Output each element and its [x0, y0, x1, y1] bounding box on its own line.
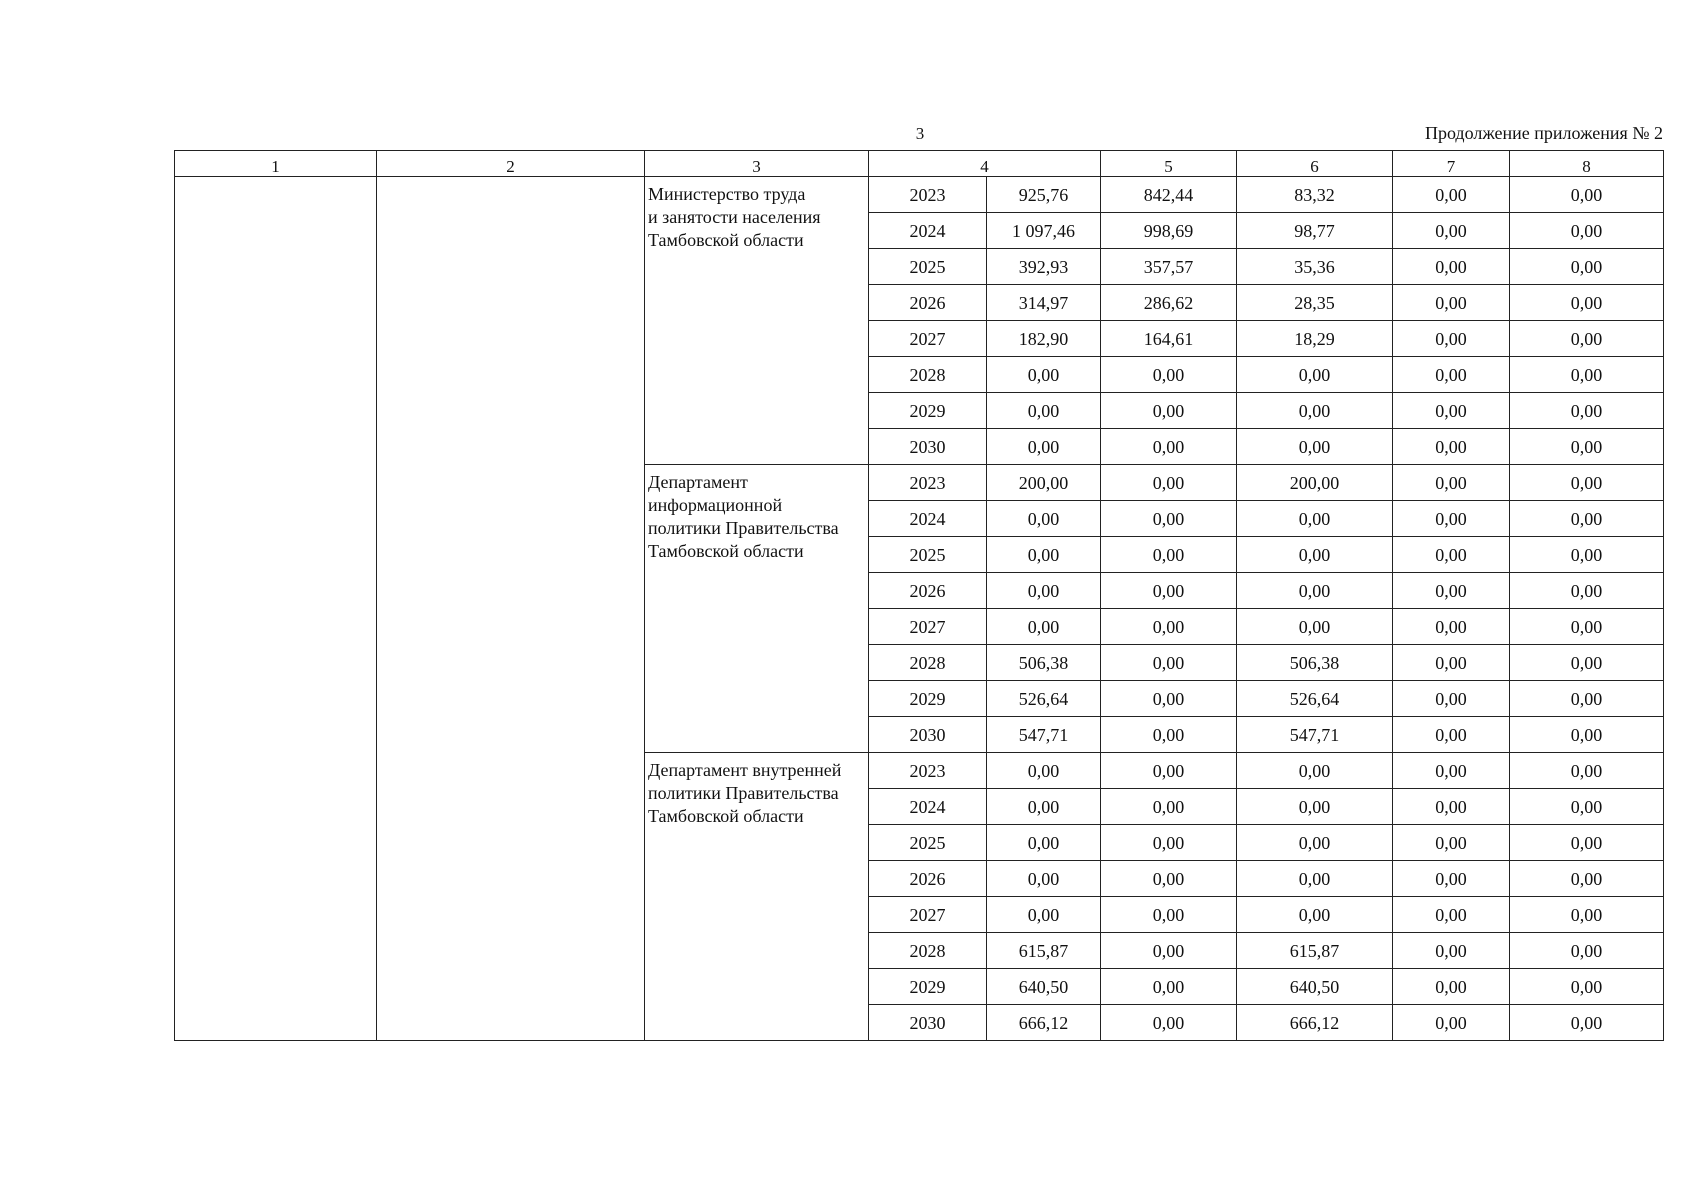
column-2-cell [377, 177, 645, 1041]
value-cell-c4: 0,00 [987, 789, 1101, 825]
year-cell: 2025 [869, 249, 987, 285]
year-cell: 2028 [869, 933, 987, 969]
value-cell-c7: 0,00 [1393, 933, 1510, 969]
value-cell-c4: 0,00 [987, 501, 1101, 537]
value-cell-c4: 640,50 [987, 969, 1101, 1005]
value-cell-c6: 0,00 [1237, 789, 1393, 825]
year-cell: 2024 [869, 501, 987, 537]
value-cell-c5: 0,00 [1101, 681, 1237, 717]
organization-name: Департамент информационной политики Правительства Тамбовской области [645, 465, 869, 753]
value-cell-c7: 0,00 [1393, 753, 1510, 789]
value-cell-c5: 0,00 [1101, 933, 1237, 969]
value-cell-c8: 0,00 [1510, 897, 1664, 933]
value-cell-c5: 0,00 [1101, 897, 1237, 933]
year-cell: 2030 [869, 717, 987, 753]
year-cell: 2029 [869, 681, 987, 717]
value-cell-c4: 314,97 [987, 285, 1101, 321]
table-row [175, 177, 1664, 213]
value-cell-c4: 200,00 [987, 465, 1101, 501]
value-cell-c6: 526,64 [1237, 681, 1393, 717]
value-cell-c5: 0,00 [1101, 717, 1237, 753]
value-cell-c6: 0,00 [1237, 573, 1393, 609]
table-body [175, 151, 1664, 1041]
value-cell-c8: 0,00 [1510, 825, 1664, 861]
column-header-4: 4 [869, 151, 1101, 177]
value-cell-c6: 640,50 [1237, 969, 1393, 1005]
year-cell: 2024 [869, 789, 987, 825]
value-cell-c8: 0,00 [1510, 969, 1664, 1005]
value-cell-c6: 35,36 [1237, 249, 1393, 285]
value-cell-c4: 615,87 [987, 933, 1101, 969]
value-cell-c4: 0,00 [987, 573, 1101, 609]
value-cell-c8: 0,00 [1510, 213, 1664, 249]
value-cell-c6: 98,77 [1237, 213, 1393, 249]
value-cell-c8: 0,00 [1510, 1005, 1664, 1041]
value-cell-c7: 0,00 [1393, 825, 1510, 861]
value-cell-c7: 0,00 [1393, 969, 1510, 1005]
value-cell-c6: 547,71 [1237, 717, 1393, 753]
value-cell-c7: 0,00 [1393, 465, 1510, 501]
value-cell-c6: 0,00 [1237, 501, 1393, 537]
value-cell-c6: 615,87 [1237, 933, 1393, 969]
value-cell-c8: 0,00 [1510, 717, 1664, 753]
value-cell-c6: 18,29 [1237, 321, 1393, 357]
year-cell: 2030 [869, 1005, 987, 1041]
year-cell: 2026 [869, 573, 987, 609]
value-cell-c4: 0,00 [987, 393, 1101, 429]
value-cell-c8: 0,00 [1510, 321, 1664, 357]
value-cell-c8: 0,00 [1510, 681, 1664, 717]
value-cell-c8: 0,00 [1510, 609, 1664, 645]
value-cell-c4: 506,38 [987, 645, 1101, 681]
column-header-row [175, 151, 1664, 177]
value-cell-c7: 0,00 [1393, 681, 1510, 717]
year-cell: 2027 [869, 321, 987, 357]
value-cell-c8: 0,00 [1510, 861, 1664, 897]
value-cell-c7: 0,00 [1393, 537, 1510, 573]
value-cell-c7: 0,00 [1393, 213, 1510, 249]
value-cell-c6: 0,00 [1237, 429, 1393, 465]
value-cell-c8: 0,00 [1510, 429, 1664, 465]
value-cell-c6: 0,00 [1237, 537, 1393, 573]
value-cell-c8: 0,00 [1510, 357, 1664, 393]
value-cell-c7: 0,00 [1393, 789, 1510, 825]
value-cell-c7: 0,00 [1393, 1005, 1510, 1041]
value-cell-c5: 842,44 [1101, 177, 1237, 213]
value-cell-c4: 0,00 [987, 753, 1101, 789]
value-cell-c7: 0,00 [1393, 645, 1510, 681]
value-cell-c5: 0,00 [1101, 789, 1237, 825]
organization-name: Министерство труда и занятости населения Тамбовской области [645, 177, 869, 465]
value-cell-c5: 0,00 [1101, 825, 1237, 861]
value-cell-c4: 0,00 [987, 429, 1101, 465]
value-cell-c5: 0,00 [1101, 645, 1237, 681]
column-header-5: 5 [1101, 151, 1237, 177]
value-cell-c7: 0,00 [1393, 429, 1510, 465]
year-cell: 2027 [869, 609, 987, 645]
column-header-8: 8 [1510, 151, 1664, 177]
year-cell: 2023 [869, 177, 987, 213]
value-cell-c7: 0,00 [1393, 717, 1510, 753]
value-cell-c7: 0,00 [1393, 393, 1510, 429]
value-cell-c8: 0,00 [1510, 285, 1664, 321]
value-cell-c8: 0,00 [1510, 645, 1664, 681]
value-cell-c4: 666,12 [987, 1005, 1101, 1041]
value-cell-c7: 0,00 [1393, 897, 1510, 933]
value-cell-c5: 0,00 [1101, 861, 1237, 897]
value-cell-c5: 0,00 [1101, 537, 1237, 573]
financing-table [174, 150, 1664, 1041]
value-cell-c8: 0,00 [1510, 501, 1664, 537]
year-cell: 2030 [869, 429, 987, 465]
value-cell-c7: 0,00 [1393, 357, 1510, 393]
value-cell-c4: 1 097,46 [987, 213, 1101, 249]
value-cell-c7: 0,00 [1393, 501, 1510, 537]
value-cell-c5: 0,00 [1101, 501, 1237, 537]
value-cell-c6: 0,00 [1237, 609, 1393, 645]
value-cell-c5: 0,00 [1101, 1005, 1237, 1041]
value-cell-c4: 526,64 [987, 681, 1101, 717]
value-cell-c8: 0,00 [1510, 753, 1664, 789]
value-cell-c6: 200,00 [1237, 465, 1393, 501]
year-cell: 2023 [869, 465, 987, 501]
value-cell-c8: 0,00 [1510, 249, 1664, 285]
value-cell-c4: 925,76 [987, 177, 1101, 213]
value-cell-c7: 0,00 [1393, 177, 1510, 213]
value-cell-c7: 0,00 [1393, 285, 1510, 321]
year-cell: 2025 [869, 537, 987, 573]
value-cell-c5: 0,00 [1101, 465, 1237, 501]
column-1-cell [175, 177, 377, 1041]
year-cell: 2024 [869, 213, 987, 249]
year-cell: 2023 [869, 753, 987, 789]
value-cell-c5: 0,00 [1101, 573, 1237, 609]
value-cell-c4: 547,71 [987, 717, 1101, 753]
value-cell-c6: 28,35 [1237, 285, 1393, 321]
year-cell: 2029 [869, 393, 987, 429]
value-cell-c6: 83,32 [1237, 177, 1393, 213]
year-cell: 2026 [869, 285, 987, 321]
year-cell: 2029 [869, 969, 987, 1005]
column-header-3: 3 [645, 151, 869, 177]
year-cell: 2026 [869, 861, 987, 897]
value-cell-c6: 0,00 [1237, 393, 1393, 429]
value-cell-c8: 0,00 [1510, 573, 1664, 609]
value-cell-c6: 0,00 [1237, 753, 1393, 789]
value-cell-c5: 286,62 [1101, 285, 1237, 321]
value-cell-c4: 0,00 [987, 357, 1101, 393]
value-cell-c7: 0,00 [1393, 321, 1510, 357]
column-header-1: 1 [175, 151, 377, 177]
value-cell-c6: 506,38 [1237, 645, 1393, 681]
value-cell-c5: 0,00 [1101, 393, 1237, 429]
value-cell-c5: 0,00 [1101, 609, 1237, 645]
page-number: 3 [915, 124, 925, 143]
value-cell-c6: 0,00 [1237, 825, 1393, 861]
continuation-label: Продолжение приложения № 2 [1424, 123, 1663, 143]
value-cell-c4: 0,00 [987, 609, 1101, 645]
value-cell-c6: 666,12 [1237, 1005, 1393, 1041]
value-cell-c4: 392,93 [987, 249, 1101, 285]
value-cell-c8: 0,00 [1510, 933, 1664, 969]
value-cell-c7: 0,00 [1393, 609, 1510, 645]
value-cell-c5: 0,00 [1101, 429, 1237, 465]
column-header-6: 6 [1237, 151, 1393, 177]
value-cell-c8: 0,00 [1510, 177, 1664, 213]
value-cell-c5: 164,61 [1101, 321, 1237, 357]
value-cell-c8: 0,00 [1510, 789, 1664, 825]
year-cell: 2027 [869, 897, 987, 933]
organization-name: Департамент внутренней политики Правительства Тамбовской области [645, 753, 869, 1041]
value-cell-c4: 0,00 [987, 897, 1101, 933]
value-cell-c5: 0,00 [1101, 357, 1237, 393]
value-cell-c5: 0,00 [1101, 969, 1237, 1005]
year-cell: 2025 [869, 825, 987, 861]
column-header-2: 2 [377, 151, 645, 177]
value-cell-c4: 0,00 [987, 537, 1101, 573]
value-cell-c5: 998,69 [1101, 213, 1237, 249]
value-cell-c8: 0,00 [1510, 537, 1664, 573]
value-cell-c7: 0,00 [1393, 861, 1510, 897]
value-cell-c5: 357,57 [1101, 249, 1237, 285]
value-cell-c6: 0,00 [1237, 357, 1393, 393]
column-header-7: 7 [1393, 151, 1510, 177]
value-cell-c7: 0,00 [1393, 249, 1510, 285]
value-cell-c4: 0,00 [987, 861, 1101, 897]
value-cell-c4: 0,00 [987, 825, 1101, 861]
year-cell: 2028 [869, 357, 987, 393]
value-cell-c7: 0,00 [1393, 573, 1510, 609]
value-cell-c8: 0,00 [1510, 465, 1664, 501]
year-cell: 2028 [869, 645, 987, 681]
value-cell-c6: 0,00 [1237, 861, 1393, 897]
value-cell-c5: 0,00 [1101, 753, 1237, 789]
value-cell-c4: 182,90 [987, 321, 1101, 357]
value-cell-c6: 0,00 [1237, 897, 1393, 933]
value-cell-c8: 0,00 [1510, 393, 1664, 429]
